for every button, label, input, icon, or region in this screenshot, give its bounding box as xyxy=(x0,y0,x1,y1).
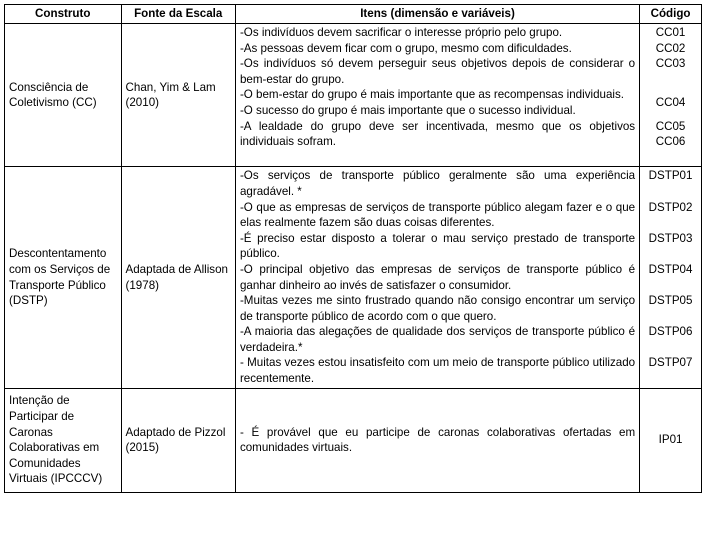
header-codigo: Código xyxy=(640,5,702,24)
header-fonte: Fonte da Escala xyxy=(121,5,235,24)
item-cc05: -O sucesso do grupo é mais importante que o sucesso individual. xyxy=(239,103,576,117)
code-dstp03: DSTP03 xyxy=(648,231,693,245)
code-dstp06: DSTP06 xyxy=(648,325,693,339)
code-dstp07: DSTP07 xyxy=(648,356,693,370)
item-dstp05: -Muitas vezes me sinto frustrado quando não consigo encontrar um serviço de transporte público de acordo com o que quero. xyxy=(239,294,636,323)
items-cell xyxy=(235,167,639,388)
table-row-cc xyxy=(5,24,702,167)
code-dstp05: DSTP05 xyxy=(648,294,693,308)
item-cc01: -Os indivíduos devem sacrificar o interesse próprio pelo grupo. xyxy=(239,26,563,39)
item-dstp02: -O que as empresas de serviços de transporte público alegam fazer e o que elas realmente fazem são duas coisas diferentes. xyxy=(239,200,636,230)
construct-cell: Intenção de Participar de Caronas Colaborativas em Comunidades Virtuais (IPCCCV) xyxy=(5,388,122,492)
codes-cell xyxy=(640,388,702,492)
header-row xyxy=(5,5,702,24)
header-itens: Itens (dimensão e variáveis) xyxy=(235,5,639,24)
source-cell: Chan, Yim & Lam (2010) xyxy=(121,24,235,167)
item-dstp01: -Os serviços de transporte público geralmente são uma experiência agradável. * xyxy=(239,169,636,198)
item-dstp03: -É preciso estar disposto a tolerar o mau serviço prestado de transporte público. xyxy=(239,231,636,261)
item-dstp04: -O principal objetivo das empresas de serviços de transporte público é ganhar dinheiro ao invés de satisfazer o consumidor. xyxy=(239,262,636,292)
code-dstp04: DSTP04 xyxy=(648,262,693,276)
code-cc01: CC01 xyxy=(655,26,686,39)
code-dstp02: DSTP02 xyxy=(648,200,693,214)
construct-cell: Consciência de Coletivismo (CC) xyxy=(5,24,122,167)
item-dstp06: -A maioria das alegações de qualidade dos serviços de transporte público é verdadeira.* xyxy=(239,325,636,354)
codes-cell xyxy=(640,167,702,388)
constructs-table xyxy=(4,4,702,493)
source-cell: Adaptado de Pizzol (2015) xyxy=(121,388,235,492)
item-dstp07: - Muitas vezes estou insatisfeito com um meio de transporte público utilizado recentemente. xyxy=(239,356,636,386)
code-ip01: IP01 xyxy=(658,433,683,447)
code-cc05: CC05 xyxy=(655,119,686,133)
code-cc02: CC02 xyxy=(655,41,686,55)
codes-cell xyxy=(640,24,702,167)
item-ip01: - É provável que eu participe de caronas colaborativas ofertadas em comunidades virtuais. xyxy=(239,425,636,455)
header-construto: Construto xyxy=(5,5,122,24)
code-cc03: CC03 xyxy=(655,57,686,71)
code-cc04: CC04 xyxy=(655,96,686,110)
table-row-ipcccv xyxy=(5,388,702,492)
code-dstp01: DSTP01 xyxy=(648,169,693,183)
item-cc06: -A lealdade do grupo deve ser incentivada, mesmo que os objetivos individuais sofram. xyxy=(239,119,636,149)
item-cc03: -Os indivíduos só devem perseguir seus objetivos depois de considerar o bem-estar do grupo. xyxy=(239,57,636,86)
construct-cell: Descontentamento com os Serviços de Transporte Público (DSTP) xyxy=(5,167,122,388)
items-cell xyxy=(235,24,639,167)
item-cc04: -O bem-estar do grupo é mais importante que as recompensas individuais. xyxy=(239,88,625,102)
item-cc02: -As pessoas devem ficar com o grupo, mesmo com dificuldades. xyxy=(239,41,572,55)
code-cc06: CC06 xyxy=(655,135,686,149)
table-row-dstp xyxy=(5,167,702,388)
source-cell: Adaptada de Allison (1978) xyxy=(121,167,235,388)
items-cell xyxy=(235,388,639,492)
